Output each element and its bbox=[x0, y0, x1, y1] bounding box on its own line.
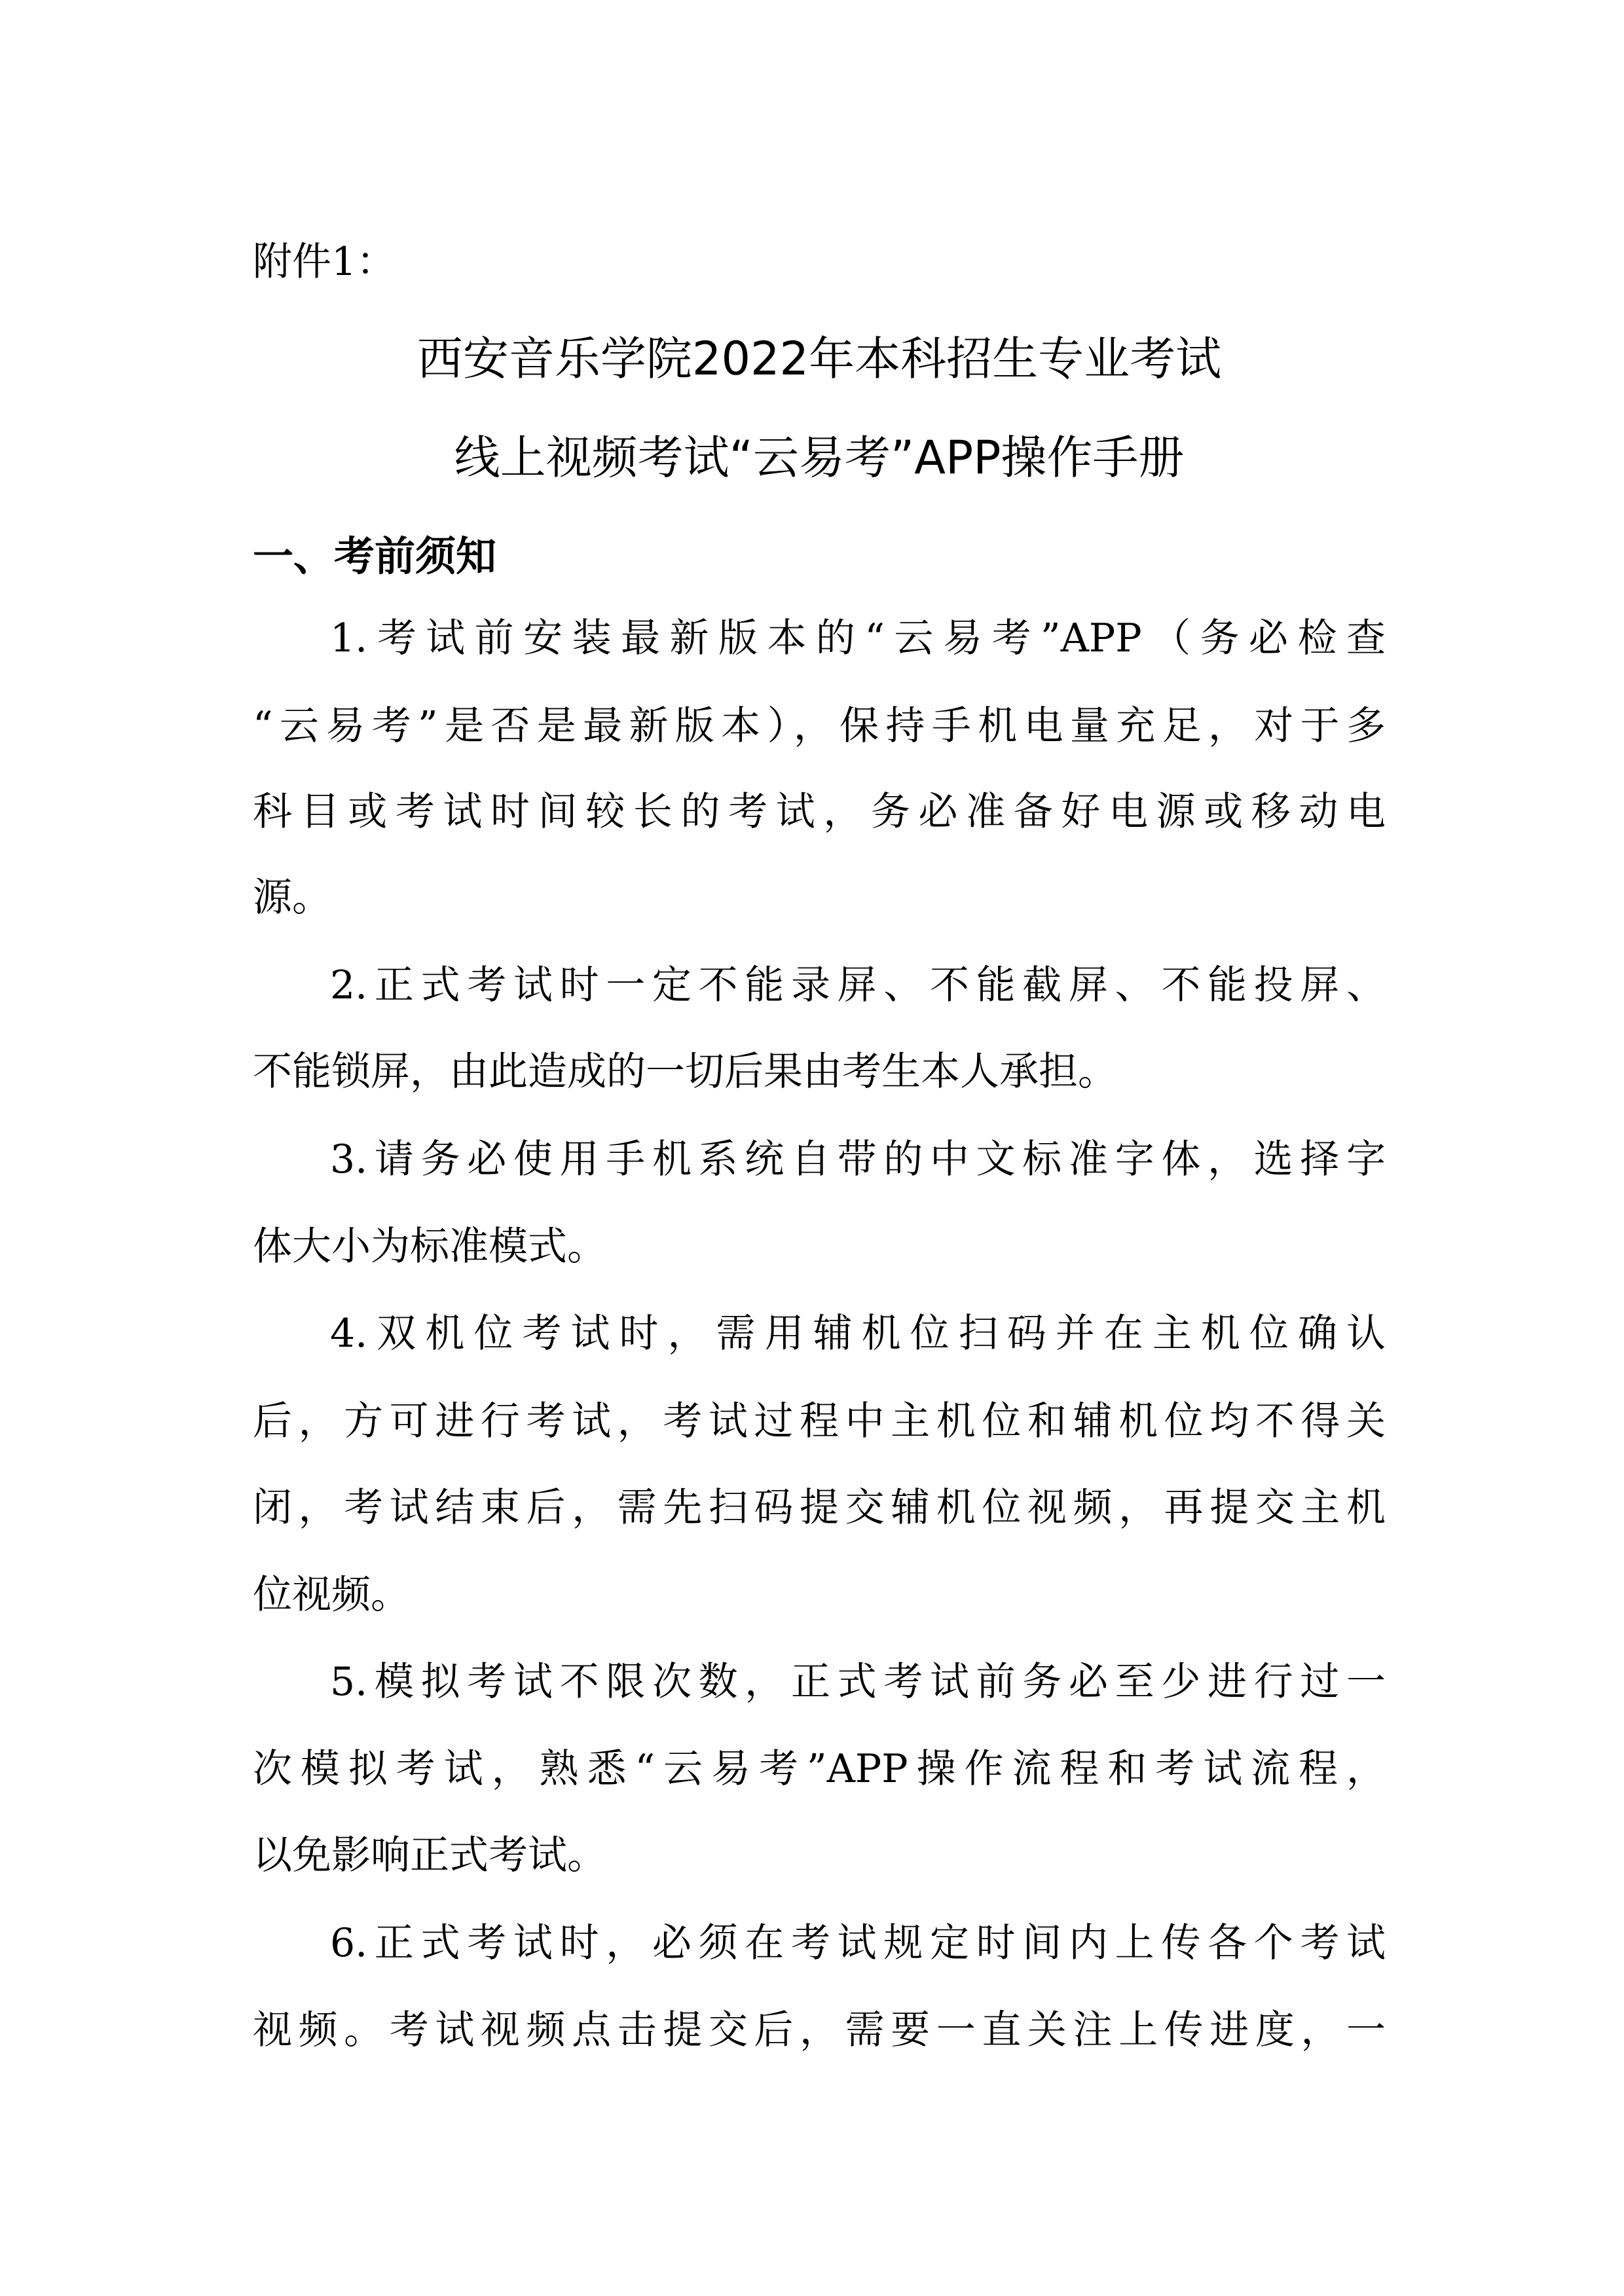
text-line: 视频。考试视频点击提交后，需要一直关注上传进度，一 bbox=[253, 2007, 1386, 2053]
text-line: 后，方可进行考试，考试过程中主机位和辅机位均不得关 bbox=[253, 1398, 1386, 1444]
document-title-line-2: 线上视频考试“云易考”APP操作手册 bbox=[454, 431, 1185, 484]
text-line: 源。 bbox=[253, 875, 331, 920]
text-line: 2.正式考试时一定不能录屏、不能截屏、不能投屏、 bbox=[330, 962, 1386, 1008]
attachment-label: 附件1： bbox=[253, 239, 396, 285]
text-line: 3.请务必使用手机系统自带的中文标准字体，选择字 bbox=[330, 1137, 1386, 1182]
text-line: 1.考试前安装最新版本的“云易考”APP（务必检查 bbox=[330, 615, 1386, 661]
text-line: 4.双机位考试时，需用辅机位扫码并在主机位确认 bbox=[330, 1311, 1386, 1357]
document-title-line-1: 西安音乐学院2022年本科招生专业考试 bbox=[416, 332, 1222, 386]
text-line: “云易考”是否是最新版本），保持手机电量充足，对于多 bbox=[253, 703, 1386, 749]
text-line: 以免影响正式考试。 bbox=[253, 1832, 606, 1878]
section-heading-pre-exam-notes: 一、考前须知 bbox=[253, 532, 497, 580]
text-line: 不能锁屏，由此造成的一切后果由考生本人承担。 bbox=[253, 1049, 1117, 1095]
text-line: 6.正式考试时，必须在考试规定时间内上传各个考试 bbox=[330, 1920, 1386, 1966]
text-line: 闭，考试结束后，需先扫码提交辅机位视频，再提交主机 bbox=[253, 1485, 1386, 1531]
text-line: 5.模拟考试不限次数，正式考试前务必至少进行过一 bbox=[330, 1659, 1386, 1705]
text-line: 体大小为标准模式。 bbox=[253, 1224, 606, 1269]
text-line: 次模拟考试，熟悉“云易考”APP操作流程和考试流程， bbox=[253, 1746, 1386, 1792]
text-line: 科目或考试时间较长的考试，务必准备好电源或移动电 bbox=[253, 789, 1386, 835]
text-line: 位视频。 bbox=[253, 1572, 410, 1618]
